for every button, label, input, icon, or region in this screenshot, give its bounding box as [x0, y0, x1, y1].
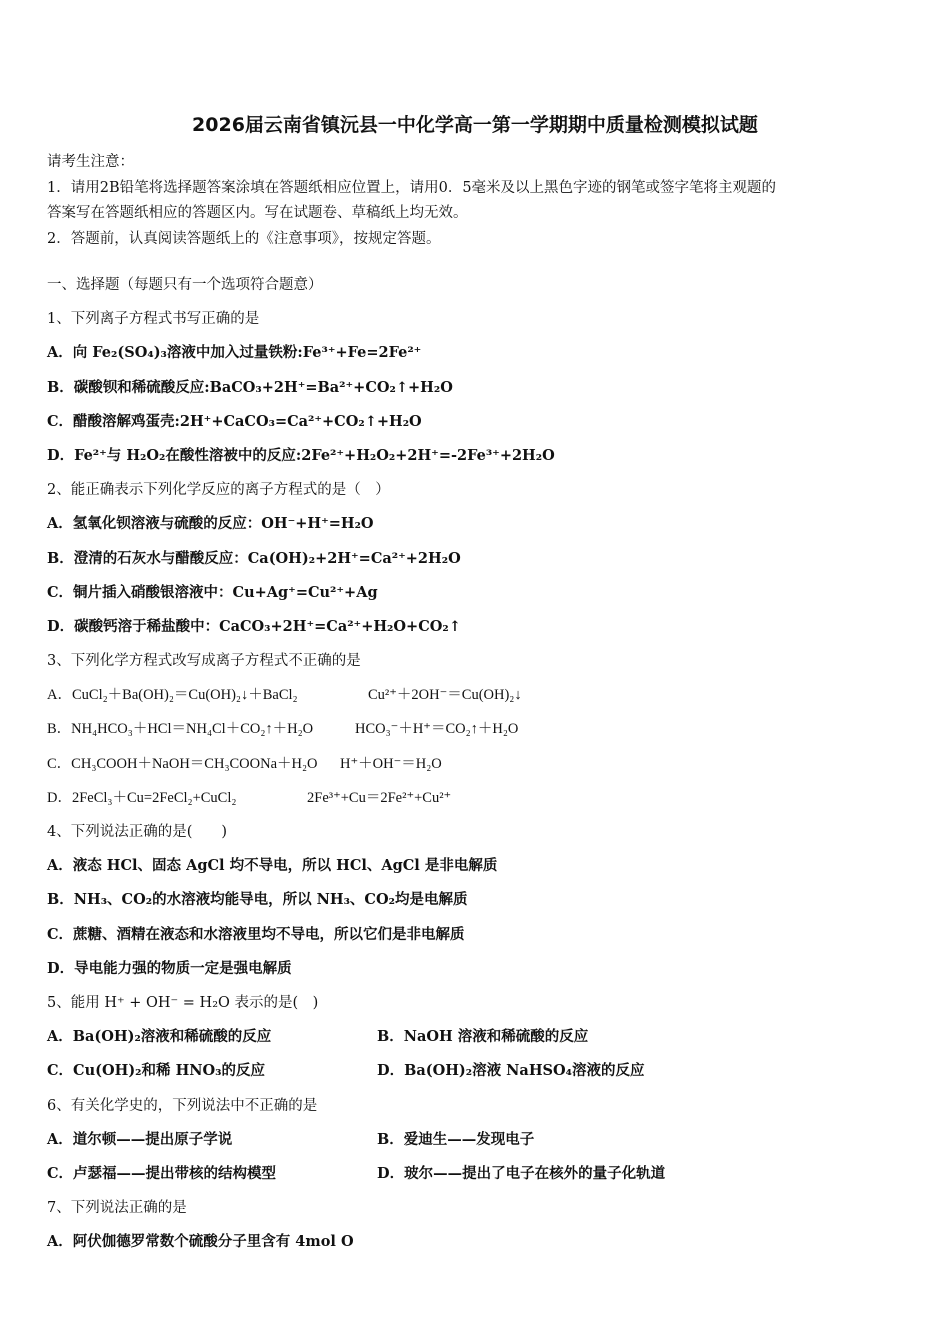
question-7-option-a: A．阿伏伽德罗常数个硫酸分子里含有 4mol O: [47, 1233, 354, 1251]
question-1-option-d: D．Fe²⁺与 H₂O₂在酸性溶被中的反应:2Fe²⁺+H₂O₂+2H⁺=-2Fe³⁺+2H₂O: [47, 446, 555, 464]
ionic-equation: H⁺＋OH⁻＝H₂O: [340, 755, 442, 772]
question-4-stem: 4、下列说法正确的是( ): [47, 824, 228, 840]
question-3-stem: 3、下列化学方程式改写成离子方程式不正确的是: [47, 653, 361, 670]
question-3-option-a: [47, 678, 907, 712]
question-7-stem: 7、下列说法正确的是: [47, 1200, 187, 1217]
questions: [47, 268, 907, 1259]
question-1-option-a: A．向 Fe₂(SO₄)₃溶液中加入过量铁粉:Fe³⁺+Fe=2Fe²⁺: [47, 344, 422, 362]
question-6-option-b: B．爱迪生——发现电子: [377, 1130, 535, 1148]
question-2-stem: 2、能正确表示下列化学反应的离子方程式的是（ ）: [47, 482, 390, 499]
question-6-row-1: [47, 1123, 907, 1157]
equation: B．NH₄HCO₃＋HCl＝NH₄Cl＋CO₂↑＋H₂O: [47, 721, 314, 738]
question-1-option-c: C．醋酸溶解鸡蛋壳:2H⁺+CaCO₃=Ca²⁺+CO₂↑+H₂O: [47, 412, 422, 430]
question-2-option-d: D．碳酸钙溶于稀盐酸中：CaCO₃+2H⁺=Ca²⁺+H₂O+CO₂↑: [47, 617, 461, 635]
question-1-option-b: B．碳酸钡和稀硫酸反应:BaCO₃+2H⁺=Ba²⁺+CO₂↑+H₂O: [47, 378, 453, 396]
section-heading: 一、选择题（每题只有一个选项符合题意）: [47, 277, 323, 293]
note-line: 1．请用2B铅笔将选择题答案涂填在答题纸相应位置上，请用0．5毫米及以上黑色字迹的钢笔或签字笔将主观题的: [47, 179, 777, 196]
question-6-stem: 6、有关化学史的，下列说法中不正确的是: [47, 1097, 318, 1114]
exam-notes: [47, 150, 897, 252]
note-line: 2．答题前，认真阅读答题纸上的《注意事项》，按规定答题。: [47, 230, 441, 247]
question-6-row-2: [47, 1157, 907, 1191]
question-5-row-2: [47, 1054, 907, 1088]
ionic-equation: HCO₃⁻＋H⁺＝CO₂↑＋H₂O: [355, 721, 519, 738]
equation: A．CuCl₂＋Ba(OH)₂＝Cu(OH)₂↓＋BaCl₂: [47, 687, 298, 704]
question-4-option-c: C．蔗糖、酒精在液态和水溶液里均不导电，所以它们是非电解质: [47, 925, 465, 943]
equation: C．CH₃COOH＋NaOH＝CH₃COONa＋H₂O: [47, 755, 318, 772]
notes-heading: 请考生注意：: [47, 154, 134, 170]
question-2-option-c: C．铜片插入硝酸银溶液中：Cu+Ag⁺=Cu²⁺+Ag: [47, 583, 378, 601]
question-6-option-c: C．卢瑟福——提出带核的结构模型: [47, 1164, 277, 1182]
question-4-option-b: B．NH₃、CO₂的水溶液均能导电，所以 NH₃、CO₂均是电解质: [47, 891, 468, 909]
question-5-option-d: D．Ba(OH)₂溶液 NaHSO₄溶液的反应: [377, 1062, 645, 1080]
question-6-option-d: D．玻尔——提出了电子在核外的量子化轨道: [377, 1164, 666, 1182]
page-title: 2026届云南省镇沅县一中化学高一第一学期期中质量检测模拟试题: [192, 114, 758, 136]
question-2-option-a: A．氢氧化钡溶液与硫酸的反应：OH⁻+H⁺=H₂O: [47, 515, 374, 533]
question-2-option-b: B．澄清的石灰水与醋酸反应：Ca(OH)₂+2H⁺=Ca²⁺+2H₂O: [47, 549, 461, 567]
question-5-row-1: [47, 1020, 907, 1054]
ionic-equation: 2Fe³⁺+Cu＝2Fe²⁺+Cu²⁺: [307, 789, 452, 806]
question-5-option-c: C．Cu(OH)₂和稀 HNO₃的反应: [47, 1062, 266, 1080]
question-5-option-b: B．NaOH 溶液和稀硫酸的反应: [377, 1028, 589, 1046]
question-1-stem: 1、下列离子方程式书写正确的是: [47, 311, 260, 328]
question-3-option-b: [47, 712, 907, 746]
question-3-option-c: [47, 747, 907, 781]
question-3-option-d: [47, 781, 907, 815]
ionic-equation: Cu²⁺＋2OH⁻＝Cu(OH)₂↓: [368, 687, 522, 704]
question-6-option-a: A．道尔顿——提出原子学说: [47, 1130, 233, 1148]
question-4-option-a: A．液态 HCl、固态 AgCl 均不导电，所以 HCl、AgCl 是非电解质: [47, 857, 498, 875]
equation: D．2FeCl₃＋Cu=2FeCl₂+CuCl₂: [47, 789, 237, 806]
question-5-stem: 5、能用 H⁺ + OH⁻ = H₂O 表示的是( ): [47, 994, 319, 1011]
note-line: 答案写在答题纸相应的答题区内。写在试题卷、草稿纸上均无效。: [47, 205, 468, 222]
question-4-option-d: D．导电能力强的物质一定是强电解质: [47, 959, 292, 977]
question-5-option-a: A．Ba(OH)₂溶液和稀硫酸的反应: [47, 1028, 272, 1046]
